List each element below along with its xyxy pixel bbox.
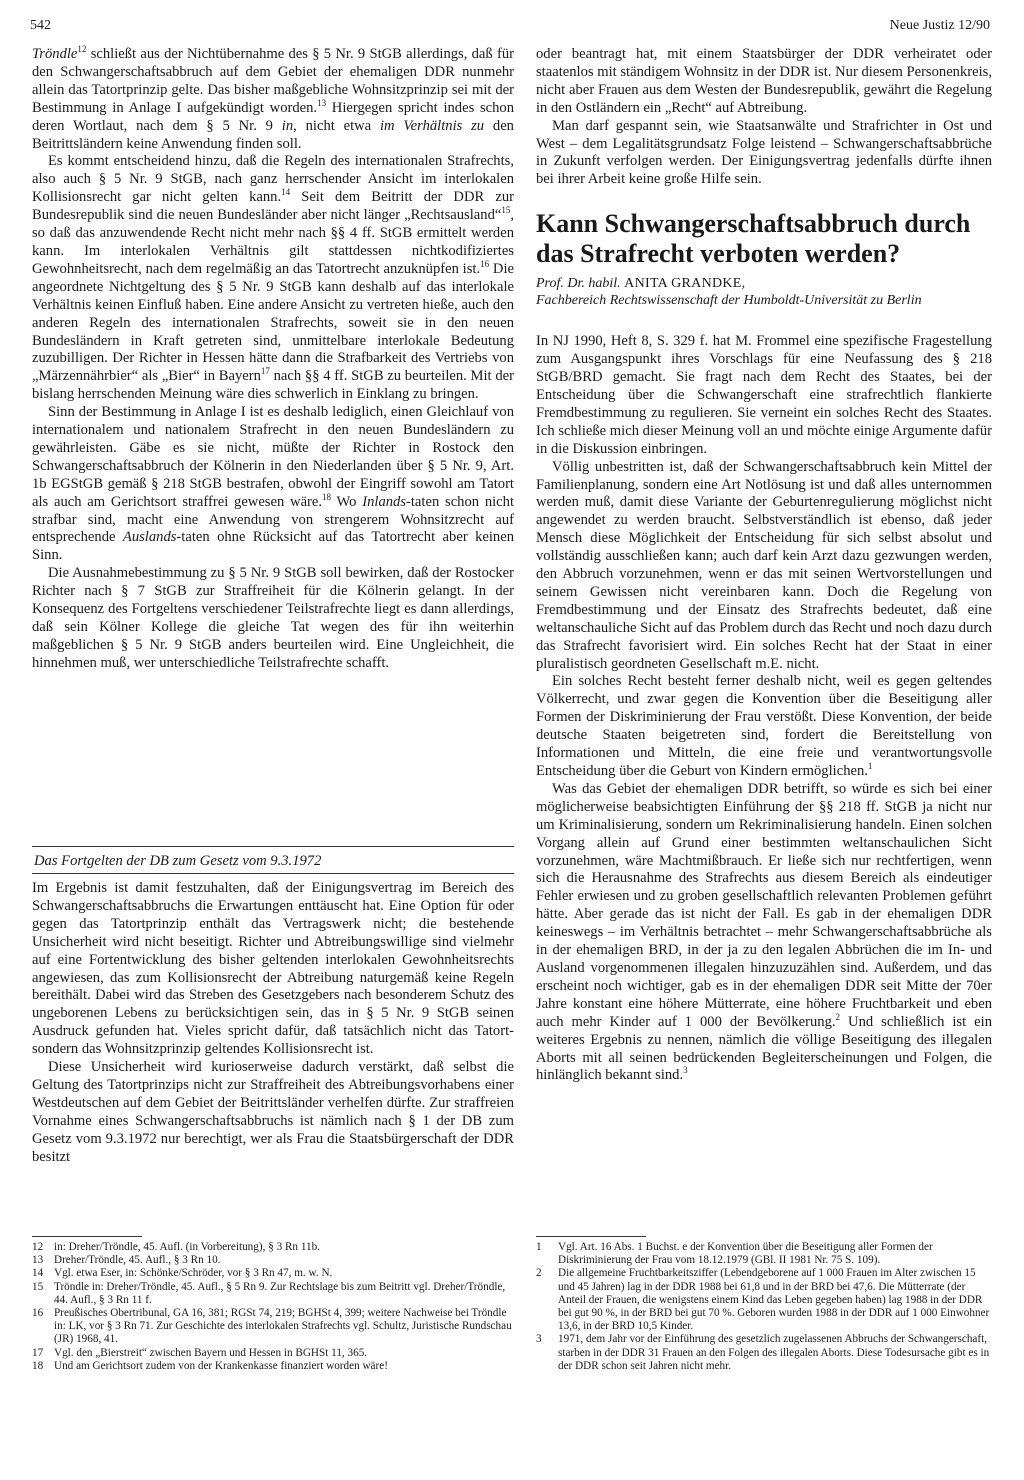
- footnote-number: 12: [32, 1241, 44, 1253]
- author-name: ANITA GRANDKE: [624, 276, 742, 292]
- left-paragraph-5: Im Ergebnis ist damit festzuhalten, daß der Einigungsvertrag im Bereich des Schwangerschaftsabbruchs die Erwartungen enttäuscht hat. Eine Option für oder gegen das Tatortprinzip enthält das Vertragswerk nicht; die bestehende Unsicherheit wird nicht beseitigt. Richter und Abtreibungswillige sind vielmehr auf eine Fortentwicklung des bisher geltenden interlokalen Gewohnheitsrechts angewiesen, das zum Kollisionsrecht der Abtreibung naturgemäß keine Regeln bereithält. Dabei wird das Streben des Gesetzgebers nach besonderem Schutz des ungeborenen Lebens zu berücksichtigen sein, das in § 5 Nr. 9 StGB seinen Ausdruck gefunden hat. Vieles spricht dafür, daß tatsächlich nicht das Tatort- sondern das Wohnsitzprinzip geltendes Kollisionsrecht ist.: [32, 880, 514, 1058]
- left-paragraph-4: Die Ausnahmebestimmung zu § 5 Nr. 9 StGB soll bewirken, daß der Rostocker Richter nach § 7 StGB zur Straffreiheit für die Kölnerin gelangt. In der Konsequenz des Fortgeltens verschiedener Teilstrafrechte liegt es dann allerdings, daß sein Kölner Kollege die gleiche Tat wegen des für ihn weiterhin maßgeblichen § 5 Nr. 9 StGB anders beurteilen wird. Eine Ungleichheit, die hinnehmen muß, wer unterschiedliche Teilstrafrechte schafft.: [32, 565, 514, 671]
- author-line: [536, 275, 992, 292]
- footnote-text: Die allgemeine Fruchtbarkeitsziffer (Lebendgeborene auf 1 000 Frauen im Alter zwischen 15 und 45 Jahren) lag in der DDR 1988 bei 61,8 und in der BRD bei 47,6. Die Mütterrate (der Anteil der Frauen, die wenigstens einem Kind das Leben gegeben haben) lag 1988 in der DDR bei gut 90 %, in der BRD bei gut 70 %. Geboren wurden 1988 in der DDR auf 1 000 Einwohner 13,6, in der BRD 10,5 Kinder.: [558, 1267, 990, 1333]
- footnote-text: Vgl. etwa Eser, in: Schönke/Schröder, vor § 3 Rn 47, m. w. N.: [54, 1267, 333, 1280]
- section-rule-bottom: [32, 873, 514, 874]
- footnote-number: 14: [32, 1267, 44, 1280]
- footnote-ref: 12: [77, 44, 87, 55]
- page-number: 542: [30, 18, 51, 33]
- footnote-text: 1971, dem Jahr vor der Einführung des gesetzlich zugelassenen Abbruchs der Schwangerschaft, starben in der DDR 31 Frauen an den Folgen des illegalen Aborts. Diese Todesursache gibt es in der DDR schon seit Jahren nicht mehr.: [558, 1333, 990, 1372]
- footnote: [32, 1347, 514, 1360]
- text: Es kommt entscheidend hinzu, daß die Regeln des internationalen Strafrechts, also auch § 5 Nr. 9 StGB, nach ganz herrschender Ansicht im interlokalen Kollisionsrecht gar nicht gelten kann.: [32, 153, 514, 206]
- text: Ein solches Recht besteht ferner deshalb nicht, weil es gegen geltendes Völkerrecht, und zwar gegen die Konvention über die Beseitigung aller Formen der Diskriminierung der Frau verstößt. Diese Konvention, der beide deutsche Staaten beigetreten sind, fordert die Bereitstellung von Informationen und Mitteln, die eine freie und verantwortungsvolle Entscheidung über die Geburt von Kindern ermöglichen.: [536, 673, 992, 779]
- text: Hiergegen spricht indes schon deren Wortlaut, nach dem § 5 Nr. 9: [32, 99, 514, 134]
- footnote-ref: 18: [322, 491, 332, 502]
- left-column-lower: [32, 880, 514, 1167]
- article-title: Kann Schwangerschaftsabbruch durch das Strafrecht verboten werden?: [536, 209, 971, 269]
- footnote: [32, 1267, 514, 1280]
- text: Sinn der Bestimmung in Anlage I ist es deshalb lediglich, einen Gleichlauf von internationalem und nationalem Strafrecht in den neuen Bundesländern zu gewährleisten. Gäbe es sie nicht, müßte der Richter in Rostock den Schwangerschaftsabbruch der Kölnerin in den Niederlanden über § 5 Nr. 9, Art. 1b EGStGB gemäß § 218 StGB bestrafen, obwohl der Eingriff sowohl am Tatort als auch am Gerichtsort straffrei gewesen wäre.: [32, 404, 514, 510]
- footnote-text: Vgl. den „Bierstreit“ zwischen Bayern und Hessen in BGHSt 11, 365.: [54, 1346, 368, 1359]
- footnote-text: Vgl. Art. 16 Abs. 1 Buchst. e der Konvention über die Beseitigung aller Formen der Diskriminierung der Frau vom 18.12.1979 (GBl. II 1981 Nr. 75 S. 109).: [558, 1241, 933, 1267]
- text: Und schließlich ist ein weiteres Ergebnis zu nennen, nämlich die völlige Beseitigung des illegalen Aborts mit all seinen bedrückenden Begleiterscheinungen und Folgen, die hinlänglich bekannt sind.: [536, 1013, 992, 1084]
- footnote: [32, 1281, 514, 1307]
- footnotes-right: [536, 1241, 992, 1373]
- text: , so daß das anzuwendende Recht nicht mehr nach §§ 4 ff. StGB ermittelt werden kann. Im interlokalen Verhältnis gilt stattdessen nichtkodifiziertes Gewohnheitsrecht, nach dem regelmäßig an das Tatortrecht anzuknüpfen ist.: [32, 207, 514, 277]
- author-affiliation: Fachbereich Rechtswissenschaft der Humboldt-Universität zu Berlin: [536, 293, 922, 309]
- left-paragraph-6: Diese Unsicherheit wird kurioserweise dadurch verstärkt, daß selbst die Geltung des Tatortprinzips nicht zur Straffreiheit des Abtreibungsvorhabens einer Westdeutschen auf dem Gebiet der Beitrittsländer verhelfen dürfte. Zur straffreien Vornahme eines Schwangerschaftsabbruchs ist nämlich nach § 1 der DB zum Gesetz vom 9.3.1972 nur berechtigt, wer als Frau die Staatsbürgerschaft der DDR besitzt: [32, 1059, 514, 1165]
- footnote-ref: 16: [480, 259, 490, 270]
- section-title: Das Fortgelten der DB zum Gesetz vom 9.3.1972: [34, 853, 322, 869]
- footnote: [32, 1254, 514, 1267]
- footnotes-left: [32, 1241, 514, 1373]
- footnote: [32, 1360, 514, 1373]
- journal-issue: Neue Justiz 12/90: [889, 18, 990, 33]
- footnote-ref: 13: [317, 97, 327, 108]
- footnote-number: 18: [32, 1359, 44, 1372]
- footnote-text: Preußisches Obertribunal, GA 16, 381; RGSt 74, 219; BGHSt 4, 399; weitere Nachweise bei Tröndle in: LK, vor § 3 Rn 71. Zur Geschichte des interlokalen Strafrechts vgl. Schultz, Juristische Rundschau (JR) 1968, 41.: [54, 1307, 512, 1346]
- footnote: [32, 1307, 514, 1347]
- right-paragraph-1: oder beantragt hat, mit einem Staatsbürger der DDR verheiratet oder staatenlos mit ständigem Wohnsitz in der DDR ist. Nur diesem Personenkreis, nicht aber Frauen aus dem Westen der Bundesrepublik, gewährt die Regelung in den Ostländern ein „Recht“ auf Abtreibung.: [536, 46, 992, 116]
- left-paragraph-1: [32, 46, 514, 153]
- footnote-text: Dreher/Tröndle, 45. Aufl., § 3 Rn 10.: [54, 1254, 221, 1267]
- text: Seit dem Beitritt der DDR zur Bundesrepublik sind die neuen Bundesländer aber nicht länger „Rechtsausland“: [32, 189, 514, 224]
- footnote-ref: 2: [835, 1011, 841, 1022]
- right-paragraph-5: [536, 673, 992, 780]
- footnote-text: Tröndle in: Dreher/Tröndle, 45. Aufl., § 5 Rn 9. Zur Rechtslage bis zum Beitritt vgl. Dreher/Tröndle, 44. Aufl., § 3 Rn 11 f.: [54, 1280, 506, 1306]
- text: den Beitrittsländern keine Anwendung finden soll.: [32, 117, 514, 152]
- footnote-number: 2: [536, 1267, 542, 1280]
- text: , nicht etwa: [293, 117, 380, 134]
- text: Was das Gebiet der ehemaligen DDR betrifft, so würde es sich bei einer möglicherweise beabsichtigten Einführung der §§ 218 ff. StGB ja nicht nur um Kriminalisierung, sondern um Rekriminalisierung handeln. Einen solchen Vorgang allein auf Grund einer bestimmten weltanschaulichen Sicht vorzunehmen, wäre Machtmißbrauch. Er ließe sich nur rechtfertigen, wenn sich die Herausnahme des Strafrechts aus diesem Bereich als eindeutiger Fehler erwiesen und zu groben gesellschaftlich relevanten Problemen geführt hätte. Aber gerade das ist nicht der Fall. Es gab in der ehemaligen DDR keineswegs – im Verhältnis betrachtet – mehr Schwangerschaftsabbrüche als in der ehemaligen BRD, in der ja zu den legalen Abbrüchen die im In- und Ausland vorgenommenen illegalen hinzuzuzählen sind. Außerdem, und das erscheint noch wichtiger, gab es in der ehemaligen DDR seit Mitte der 70er Jahre konstant eine höhere Mütterrate, eine höhere Fruchtbarkeit und eben auch mehr Kinder auf 1 000 der Bevölkerung.: [536, 780, 992, 1030]
- right-paragraph-6: [536, 781, 992, 1085]
- left-paragraph-3: [32, 404, 514, 565]
- footnote-number: 3: [536, 1333, 542, 1346]
- text: -taten ohne Rücksicht auf das Tatortrecht aber keinen Sinn.: [32, 529, 514, 564]
- text: -taten schon nicht strafbar sind, macht eine Anwendung von strengerem Wohnsitzrecht auf entsprechende: [32, 493, 515, 546]
- left-column: [32, 46, 514, 673]
- emphasis: Inlands: [362, 493, 407, 510]
- footnote-text: in: Dreher/Tröndle, 45. Aufl. (in Vorbereitung), § 3 Rn 11b.: [54, 1241, 320, 1253]
- right-paragraph-2: Man darf gespannt sein, wie Staatsanwälte und Strafrichter in Ost und West – dem Legalitätsgrundsatz Folge leistend – Schwangerschaftsabbrüche in Zukunft verfolgen werden. Der Einigungsvertrag jedenfalls dürfte ihnen bei ihrer Arbeit keine große Hilfe sein.: [536, 117, 992, 188]
- footnote-number: 15: [32, 1280, 44, 1293]
- section-rule-top: [32, 846, 514, 847]
- footnote-number: 17: [32, 1346, 44, 1359]
- footnote-number: 1: [536, 1241, 542, 1253]
- footnote-rule-right: [536, 1236, 646, 1237]
- text: nach §§ 4 ff. StGB zu beurteilen. Mit der bislang herrschenden Meinung wäre dies schwerlich in Einklang zu bringen.: [32, 368, 514, 403]
- footnote-number: 16: [32, 1307, 44, 1320]
- text: schließt aus der Nichtübernahme des § 5 Nr. 9 StGB allerdings, daß für den Schwangerschaftsabbruch auf dem Gebiet der ehemaligen DDR nunmehr allein das Tatortprinzip gelte. Das bisher maßgebliche Wohnsitzprinzip sei mit der Bestimmung in Anlage I aufgekündigt worden.: [32, 46, 514, 116]
- author-prefix: Prof. Dr. habil.: [536, 276, 625, 292]
- emphasis: in: [281, 117, 294, 134]
- left-paragraph-2: [32, 153, 514, 404]
- text: Die angeordnete Nichtgeltung des § 5 Nr. 9 StGB kann deshalb auf das interlokale Verhältnis keinen Einfluß haben. Eine andere Ansicht zu vertreten hieße, auch den anderen Regeln des internationalen Strafrechts, soweit sie in den neuen Bundesländern in Kraft getreten sind, unmittelbare interlokale Bedeutung zuzubilligen. Der Richter in Hessen hätte dann die Strafbarkeit des Vertriebs von „Märzennährbier“ als „Bier“ in Bayern: [32, 260, 514, 385]
- footnote-ref: 1: [867, 761, 873, 772]
- footnote-number: 13: [32, 1254, 44, 1267]
- footnote: [536, 1241, 992, 1267]
- footnote: [536, 1333, 992, 1373]
- footnote: [536, 1267, 992, 1333]
- emphasis: Auslands: [122, 529, 177, 546]
- right-paragraph-4: Völlig unbestritten ist, daß der Schwangerschaftsabbruch kein Mittel der Familienplanung, sondern eine Art Notlösung ist und daß alles unternommen werden muß, damit diese Variante der Geburtenregulierung möglichst nicht angewendet zu werden braucht. Selbstverständlich ist ebenso, daß jeder Mensch diese Möglichkeit der Entscheidung für sich selbst absolut und vollständig ausschließen kann; auch darf kein Arzt dazu gezwungen werden, den Abbruch vorzunehmen, wenn er das mit seinen Wertvorstellungen und seinem Gewissen nicht vereinbaren kann. Doch die Regelung von Fremdbestimmung und der Einsatz des Strafrechts bedeutet, daß eine weltanschauliche Sicht auf das Problem durch das Recht und noch dazu durch das Strafrecht favorisiert wird. Ein solches Recht hat der Staat in einer pluralistisch geordneten Gesellschaft m.E. nicht.: [536, 458, 992, 672]
- text: Wo: [331, 493, 363, 510]
- footnote-rule-left: [32, 1236, 142, 1237]
- footnote-ref: 3: [683, 1065, 688, 1076]
- right-paragraph-3: In NJ 1990, Heft 8, S. 329 f. hat M. Frommel eine spezifische Fragestellung zum Ausgangspunkt ihres Vorschlags für eine Neufassung des § 218 StGB/BRD gemacht. Sie fragt nach dem Recht des Staates, bei der Entscheidung über die Schwangerschaft eine strafrechtlich flankierte Fremdbestimmung zu regulieren. Sie verneint ein solches Recht des Staates. Ich schließe mich dieser Meinung voll an und möchte einige Argumente dafür in die Diskussion einbringen.: [536, 333, 992, 457]
- right-column: [536, 46, 992, 1085]
- emphasis: im Verhältnis zu: [379, 117, 485, 134]
- footnote: [32, 1241, 514, 1254]
- author-ref: Tröndle: [32, 46, 78, 62]
- footnote-text: Und am Gerichtsort zudem von der Krankenkasse finanziert worden wäre!: [54, 1359, 388, 1372]
- footnote-ref: 17: [260, 366, 270, 377]
- author-suffix: ,: [741, 276, 746, 292]
- footnote-ref: 15: [501, 205, 511, 216]
- footnote-ref: 14: [281, 187, 291, 198]
